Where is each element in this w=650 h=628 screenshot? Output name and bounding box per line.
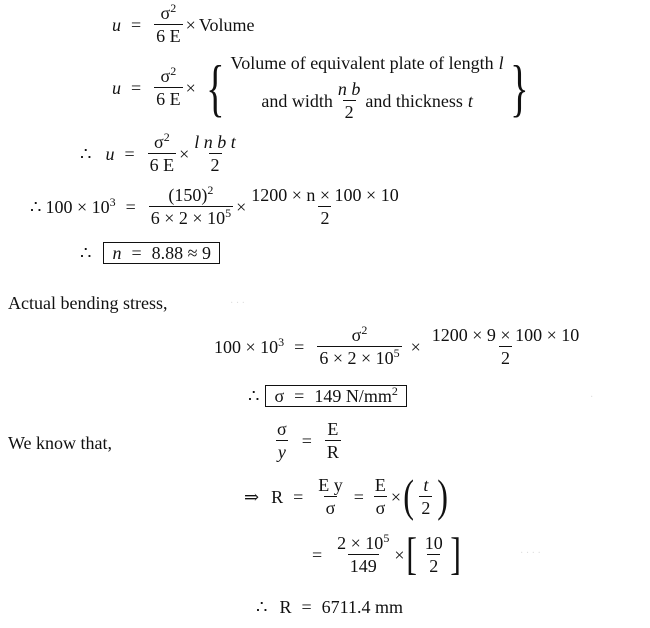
fraction-10-over-2: $\frac{10}{2}$ [424,533,443,576]
equals-sign: = [294,336,305,357]
equation-result-n [80,242,220,264]
times-sign: × [185,14,196,35]
fraction-2e5-over-149: $\frac{2 \times 10^5}{149}$ [337,531,390,576]
right-bracket: ] [450,528,461,580]
var-t: t [467,90,473,111]
therefore-symbol: ∴ [80,243,92,263]
result-R-value: 6711.4 mm [321,597,403,617]
fraction-sigma-sq: $\frac{\sigma^2}{6 \times 2 \times 10^5}$ [319,323,400,368]
var-u: u [105,143,115,164]
equation-result-R [256,598,403,616]
var-l: l [498,53,504,73]
fraction-Ey-over-sigma: $\frac{\text{E y}}{\sigma}$ [318,475,343,518]
result-box-sigma: σ = 149 $N/mm^2$ [265,385,406,407]
equation-substitution [30,183,404,228]
equation-energy-plate [112,51,534,123]
plate-text-width: and width [261,90,333,111]
implies-symbol: ⇒ [244,486,260,507]
left-brace: { [205,51,225,123]
times-sign: × [185,77,196,98]
right-brace: } [509,51,529,123]
var-R: R [279,597,292,617]
fraction-sigma-over-y: $\frac{\sigma}{y}$ [277,419,287,462]
result-box-n: n = 8.88 ≈ 9 [103,242,220,264]
scan-noise: · · · · [520,548,541,559]
we-know-label: We know that, [8,433,113,453]
equals-sign: = [293,486,304,507]
times-sign: × [410,336,421,357]
var-R: R [271,486,284,507]
fraction-1200n: $\frac{1200 \times n \times 100 \times 10}{2}$ [251,185,399,228]
scan-noise: · [590,392,594,403]
var-u: u [112,14,121,35]
equation-bending-formula [272,420,344,461]
plate-description [231,54,504,121]
therefore-symbol: ∴ [248,386,260,406]
fraction-E-over-R: $\frac{E}{R}$ [326,419,339,462]
equation-radius-substitution [312,528,463,580]
equation-radius-formula [244,470,451,522]
therefore-symbol: ∴ [256,597,268,617]
equation-result-sigma [248,385,407,407]
plate-text-thickness: and thickness [365,90,463,111]
fraction-sigma-sq-over-6E: $\frac{\sigma^2}{6 E}$ [156,1,181,46]
equation-bending-stress [214,323,584,368]
equals-sign: = [312,544,323,565]
equals-sign: = [125,196,136,217]
fraction-E-over-sigma: $\frac{E}{\sigma}$ [374,475,386,518]
times-sign: × [394,544,405,565]
equals-sign: = [301,430,312,451]
therefore-symbol: ∴ [80,143,92,164]
fraction-sigma-sq-over-6E: $\frac{\sigma^2}{6 E}$ [156,64,181,109]
right-paren: ) [437,470,449,522]
lhs-value: $100 \times 10^3$ [45,194,116,217]
lhs-value: $100 \times 10^3$ [214,334,285,357]
equation-energy-lnbt [80,130,241,175]
fraction-lnbt-over-2: $\frac{\text{l n b t}}{2}$ [194,132,236,175]
left-paren: ( [403,470,415,522]
times-sign: × [236,196,247,217]
fraction-nb-over-2: $\frac{\text{n b}}{2}$ [337,79,361,122]
fraction-150sq: $\frac{(150)^2}{6 \times 2 \times 10^5}$ [150,183,232,228]
therefore-symbol: ∴ [30,196,42,217]
times-sign: × [179,143,190,164]
fraction-t-over-2: $\frac{t}{2}$ [421,475,431,518]
volume-text: Volume [198,14,255,35]
equals-sign: = [131,77,142,98]
times-sign: × [390,486,402,507]
equals-sign: = [124,143,135,164]
bending-stress-label: Actual bending stress, [8,293,168,313]
plate-text-top: Volume of equivalent plate of length [230,53,494,73]
fraction-1200-9: $\frac{1200 \times 9 \times 100 \times 10}{2}$ [431,325,580,368]
equals-sign: = [131,14,142,35]
scan-noise: · · · [230,298,245,309]
equals-sign: = [353,486,364,507]
equation-energy-volume [112,1,255,46]
left-bracket: [ [406,528,418,580]
fraction-sigma-sq-over-6E: $\frac{\sigma^2}{6 E}$ [149,130,175,175]
equals-sign: = [301,597,312,617]
var-u: u [112,77,121,98]
